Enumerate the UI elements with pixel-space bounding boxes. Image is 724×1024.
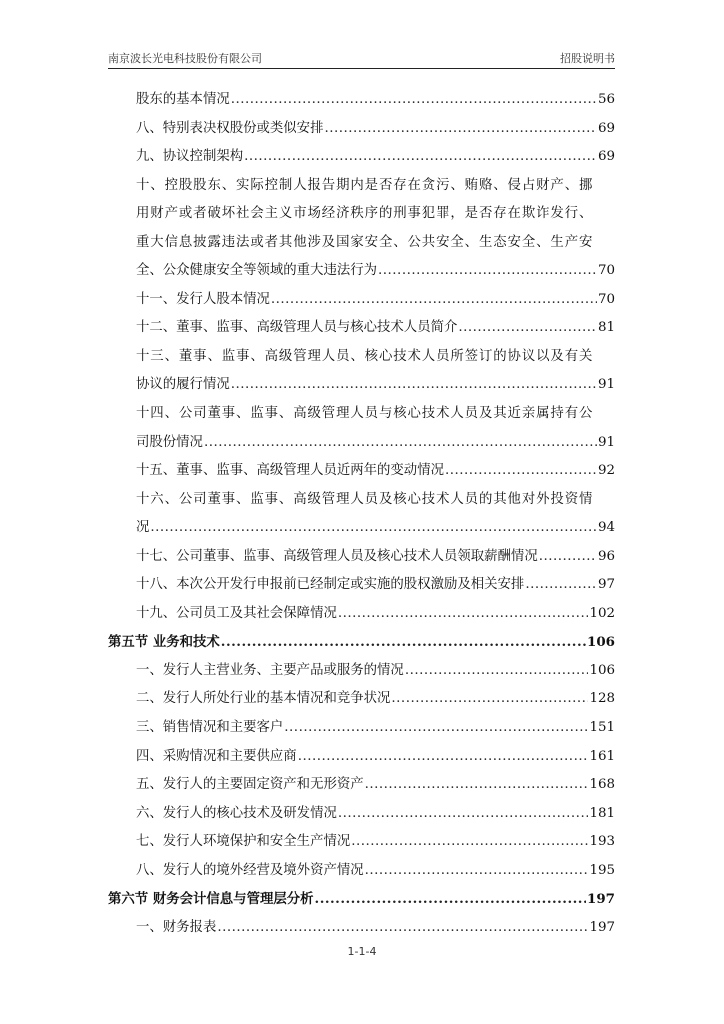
toc-entry[interactable] <box>108 429 615 458</box>
dot-leader <box>351 828 588 857</box>
toc-entry-title: 十九、公司员工及其社会保障情况 <box>136 605 337 621</box>
toc-page-number: 193 <box>589 834 615 850</box>
toc-entry-title: 十四、公司董事、监事、高级管理人员与核心技术人员及其近亲属持有公 <box>136 406 594 422</box>
toc-entry[interactable] <box>108 714 615 743</box>
toc-entry[interactable] <box>108 657 615 686</box>
toc-page-number: 81 <box>597 320 615 336</box>
toc-entry-title: 六、发行人的核心技术及研发情况 <box>136 805 337 821</box>
toc-entry[interactable] <box>108 857 615 886</box>
toc-page-number: 161 <box>589 748 615 764</box>
toc-entry[interactable] <box>108 685 615 714</box>
toc-entry[interactable] <box>108 743 615 772</box>
toc-entry[interactable] <box>108 143 615 172</box>
toc-section-heading[interactable] <box>108 885 615 914</box>
toc-entry-title: 二、发行人所处行业的基本情况和竞争状况 <box>136 691 391 707</box>
dot-leader <box>365 857 589 886</box>
toc-entry-title: 十五、董事、监事、高级管理人员近两年的变动情况 <box>136 463 444 479</box>
dot-leader <box>298 743 589 772</box>
dot-leader <box>338 600 589 629</box>
toc-entry-title: 十八、本次公开发行申报前已经制定或实施的股权激励及相关安排 <box>136 577 525 593</box>
toc-page-number: 128 <box>589 691 615 707</box>
toc-entry-title: 重大信息披露违法或者其他涉及国家安全、公共安全、生态安全、生产安 <box>136 234 594 250</box>
toc-entry-title: 四、采购情况和主要供应商 <box>136 748 297 764</box>
toc-entry-title: 十二、董事、监事、高级管理人员与核心技术人员简介 <box>136 320 458 336</box>
toc-entry-line <box>108 400 615 429</box>
toc-page-number: 70 <box>597 291 615 307</box>
toc-entry[interactable] <box>108 543 615 572</box>
toc-entry-line <box>108 200 615 229</box>
toc-entry-title: 八、特别表决权股份或类似安排 <box>136 120 324 136</box>
toc-page-number: 106 <box>589 662 615 678</box>
toc-entry-title: 用财产或者破坏社会主义市场经济秩序的刑事犯罪，是否存在欺诈发行、 <box>136 206 594 222</box>
toc-entry[interactable] <box>108 257 615 286</box>
dot-leader <box>315 885 587 914</box>
toc-page-number: 151 <box>589 720 615 736</box>
toc-entry-title: 十三、董事、监事、高级管理人员、核心技术人员所签订的协议以及有关 <box>136 348 594 364</box>
dot-leader <box>365 771 589 800</box>
toc-entry[interactable] <box>108 314 615 343</box>
dot-leader <box>378 257 597 286</box>
company-name: 南京波长光电科技股份有限公司 <box>108 52 262 65</box>
dot-leader <box>204 429 597 458</box>
toc-page-number: 69 <box>597 120 615 136</box>
toc-entry[interactable] <box>108 571 615 600</box>
dot-leader <box>221 628 586 657</box>
toc-entry-title: 十七、公司董事、监事、高级管理人员及核心技术人员领取薪酬情况 <box>136 548 538 564</box>
toc-section-heading[interactable] <box>108 628 615 657</box>
toc-entry-title: 五、发行人的主要固定资产和无形资产 <box>136 777 364 793</box>
toc-page-number: 69 <box>597 149 615 165</box>
dot-leader <box>231 371 597 400</box>
page-number: 1-1-4 <box>347 945 377 958</box>
dot-leader <box>391 685 588 714</box>
toc-page-number: 91 <box>597 377 615 393</box>
toc-page-number: 92 <box>597 463 615 479</box>
toc-entry-title: 十六、公司董事、监事、高级管理人员及核心技术人员的其他对外投资情 <box>136 491 594 507</box>
toc-entry[interactable] <box>108 86 615 115</box>
toc-entry-title: 第五节 业务和技术 <box>108 634 220 651</box>
toc-entry[interactable] <box>108 286 615 315</box>
toc-entry[interactable] <box>108 457 615 486</box>
toc-entry-title: 一、发行人主营业务、主要产品或服务的情况 <box>136 662 404 678</box>
dot-leader <box>231 86 597 115</box>
toc-page-number: 195 <box>589 862 615 878</box>
toc-entry[interactable] <box>108 771 615 800</box>
toc-entry[interactable] <box>108 115 615 144</box>
toc-entry-title: 全、公众健康安全等领域的重大违法行为 <box>136 263 378 279</box>
toc-page-number: 97 <box>597 577 615 593</box>
dot-leader <box>244 143 597 172</box>
dot-leader <box>405 657 589 686</box>
toc-entry[interactable] <box>108 914 615 943</box>
toc-entry-title: 一、财务报表 <box>136 919 217 935</box>
dot-leader <box>525 571 597 600</box>
toc-page-number: 197 <box>589 919 615 935</box>
toc-entry-title: 司股份情况 <box>136 434 203 450</box>
toc-page-number: 56 <box>597 92 615 107</box>
table-of-contents <box>108 86 615 942</box>
toc-entry-title: 协议的履行情况 <box>136 377 230 393</box>
toc-entry-title: 况 <box>136 520 150 536</box>
toc-entry-title: 十、控股股东、实际控制人报告期内是否存在贪污、贿赂、侵占财产、挪 <box>136 177 594 193</box>
dot-leader <box>271 286 597 315</box>
toc-page-number: 181 <box>589 805 615 821</box>
dot-leader <box>338 800 589 829</box>
toc-page-number: 70 <box>597 263 615 279</box>
toc-entry[interactable] <box>108 514 615 543</box>
dot-leader <box>324 115 596 144</box>
toc-entry[interactable] <box>108 800 615 829</box>
toc-page-number: 106 <box>587 634 615 651</box>
toc-entry-line <box>108 343 615 372</box>
toc-page-number: 197 <box>587 891 615 908</box>
toc-entry[interactable] <box>108 828 615 857</box>
toc-page-number: 168 <box>589 777 615 793</box>
toc-page-number: 91 <box>597 434 615 450</box>
toc-entry[interactable] <box>108 600 615 629</box>
page-header <box>108 52 615 69</box>
toc-entry-title: 八、发行人的境外经营及境外资产情况 <box>136 862 364 878</box>
toc-entry-title: 九、协议控制架构 <box>136 149 244 165</box>
dot-leader <box>445 457 597 486</box>
toc-entry-title: 第六节 财务会计信息与管理层分析 <box>108 891 314 908</box>
dot-leader <box>458 314 597 343</box>
toc-entry[interactable] <box>108 371 615 400</box>
dot-leader <box>539 543 597 572</box>
toc-entry-title: 七、发行人环境保护和安全生产情况 <box>136 834 351 850</box>
toc-entry-title: 三、销售情况和主要客户 <box>136 720 284 736</box>
dot-leader <box>217 914 588 943</box>
toc-page-number: 102 <box>589 605 615 621</box>
toc-page-number: 94 <box>597 520 615 536</box>
toc-entry-title: 股东的基本情况 <box>136 92 230 107</box>
toc-entry-line <box>108 229 615 258</box>
toc-entry-title: 十一、发行人股本情况 <box>136 291 270 307</box>
toc-page-number: 96 <box>597 548 615 564</box>
document-type: 招股说明书 <box>560 52 615 65</box>
dot-leader <box>284 714 588 743</box>
toc-entry-line <box>108 172 615 201</box>
dot-leader <box>150 514 597 543</box>
toc-entry-line <box>108 486 615 515</box>
